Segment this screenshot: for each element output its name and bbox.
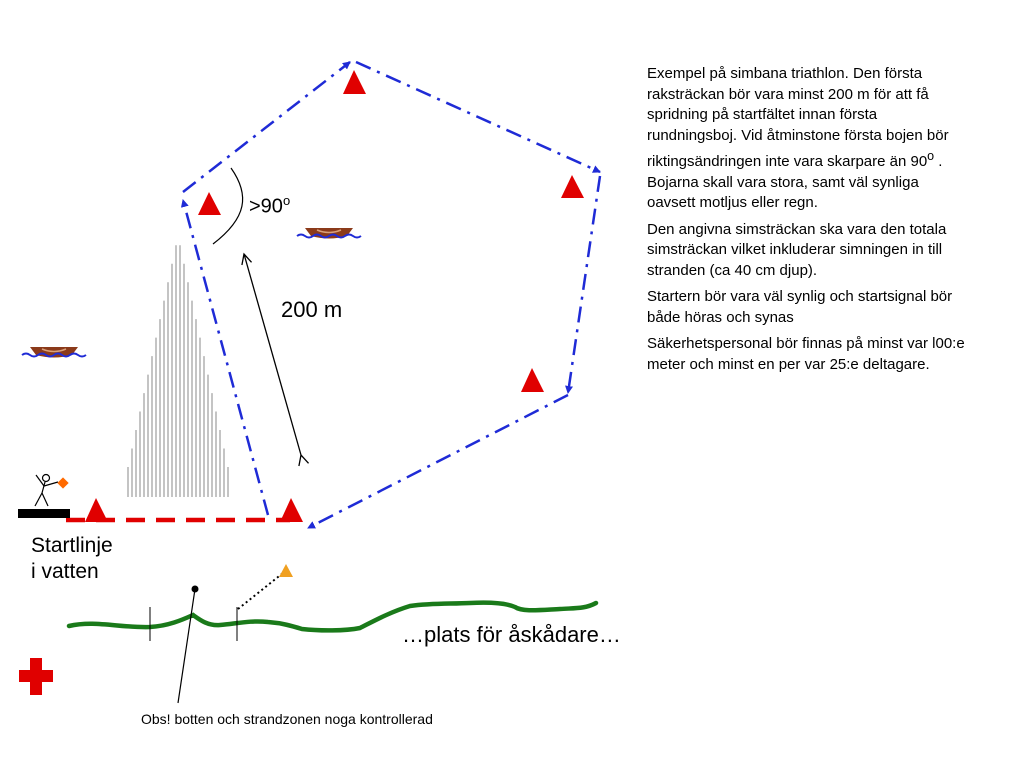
- course-leg-4: [568, 176, 600, 393]
- info-paragraph-3: Startern bör vara väl synlig och startsignal bör både höras och synas: [647, 288, 953, 326]
- distance-arrow: [244, 254, 301, 455]
- angle-label: $>90^o$: [249, 193, 291, 218]
- buoy-icon: [561, 175, 584, 198]
- info-text: [647, 64, 965, 381]
- starter-platform: [18, 509, 70, 518]
- course-leg-2: [183, 62, 350, 192]
- course-leg-3: [356, 62, 600, 172]
- first-aid-cross-icon: [19, 658, 53, 695]
- course-path: [183, 62, 600, 528]
- angle-arc: [213, 168, 243, 244]
- info-paragraph-1: Exempel på simbana triathlon. Den första raksträckan bör vara minst 200 m för att få spridning på startfältet innan första rundningsboj. Vid åtminstone första bojen bör riktingsändringen inte vara skarpare än 90$^o$ . Bojarna skall vara stora, samt väl synliga oavsett motljus eller regn.: [647, 65, 949, 211]
- buoy-icon: [198, 192, 221, 215]
- course-leg-5: [308, 395, 568, 528]
- buoy-icon: [343, 70, 366, 94]
- spectator-area-label: …plats för åskådare…: [402, 622, 621, 647]
- info-paragraph-2: Den angivna simsträckan ska vara den totala simsträckan vilket inkluderar simningen in till stranden (ca 40 cm djup).: [647, 220, 947, 279]
- buoy-icon: [521, 368, 544, 392]
- distance-label: 200 m: [281, 297, 343, 322]
- buoy-icon: [85, 498, 108, 522]
- orange-buoy-icon: [279, 564, 293, 577]
- boat-icon: [297, 228, 361, 239]
- swimmer-spread-fan: [128, 245, 228, 497]
- start-line-label-2: i vatten: [31, 560, 99, 583]
- buoy-icon: [280, 498, 303, 522]
- shore-marker-link: [238, 573, 283, 609]
- starter-icon: [35, 475, 69, 507]
- boat-icon: [22, 347, 86, 358]
- bottom-note: Obs! botten och strandzonen noga kontrollerad: [141, 711, 433, 727]
- note-pointer: [178, 589, 195, 703]
- info-paragraph-4: Säkerhetspersonal bör finnas på minst var l00:e meter och minst en per var 25:e deltagare.: [647, 335, 965, 373]
- start-line-label: [31, 533, 151, 585]
- start-line-label-1: Startlinje: [31, 534, 113, 557]
